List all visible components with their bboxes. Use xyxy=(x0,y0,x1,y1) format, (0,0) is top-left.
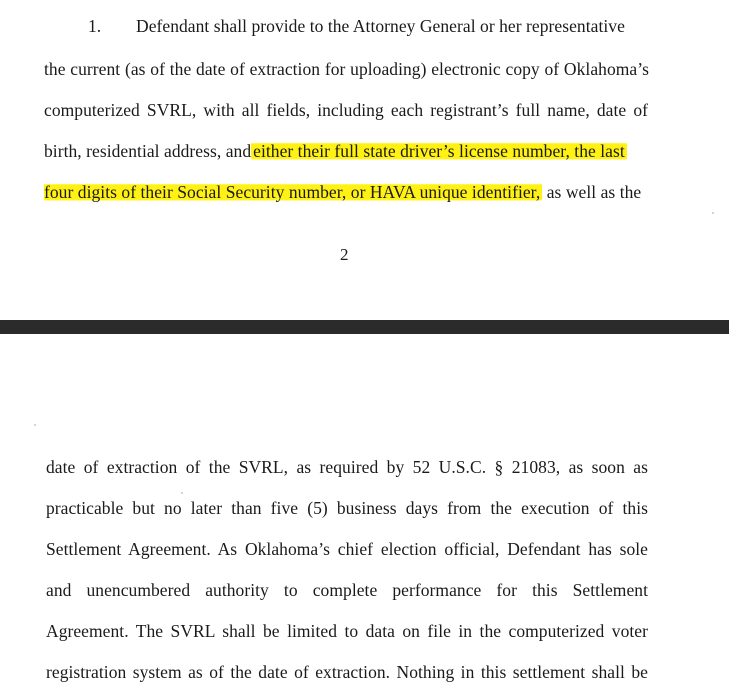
text-line-3: computerized SVRL, with all fields, including each registrant’s full name, date of xyxy=(44,100,648,120)
page-number: 2 xyxy=(340,245,349,264)
text-line-4-plain: birth, residential address, and xyxy=(44,141,252,161)
text-line-2: the current (as of the date of extraction for uploading) electronic copy of Oklahoma’s xyxy=(44,59,649,79)
highlighted-text-line-5: four digits of their Social Security number, or HAVA unique identifier, xyxy=(44,182,541,202)
document-page-bottom xyxy=(0,334,729,683)
paragraph-number: 1. xyxy=(88,16,102,36)
text-line-5 xyxy=(44,181,641,203)
page-separator-bar xyxy=(0,320,729,334)
highlighted-text-line-4: either their full state driver’s license number, the last xyxy=(253,141,625,161)
text-line-5-plain: as well as the xyxy=(546,182,642,202)
text-line-1: Defendant shall provide to the Attorney General or her representative xyxy=(136,16,625,36)
scan-speck xyxy=(181,492,183,494)
text-line-10: Agreement. The SVRL shall be limited to data on file in the computerized voter xyxy=(46,621,648,641)
text-line-11: registration system as of the date of extraction. Nothing in this settlement shall be xyxy=(46,662,648,682)
scan-speck xyxy=(34,424,36,426)
scan-speck xyxy=(712,212,714,214)
text-line-9: and unencumbered authority to complete performance for this Settlement xyxy=(46,580,648,600)
text-line-4 xyxy=(44,140,627,162)
text-line-6: date of extraction of the SVRL, as required by 52 U.S.C. § 21083, as soon as xyxy=(46,457,648,477)
text-line-8: Settlement Agreement. As Oklahoma’s chief election official, Defendant has sole xyxy=(46,539,648,559)
text-line-7: practicable but no later than five (5) business days from the execution of this xyxy=(46,498,648,518)
document-page-top xyxy=(0,0,729,320)
